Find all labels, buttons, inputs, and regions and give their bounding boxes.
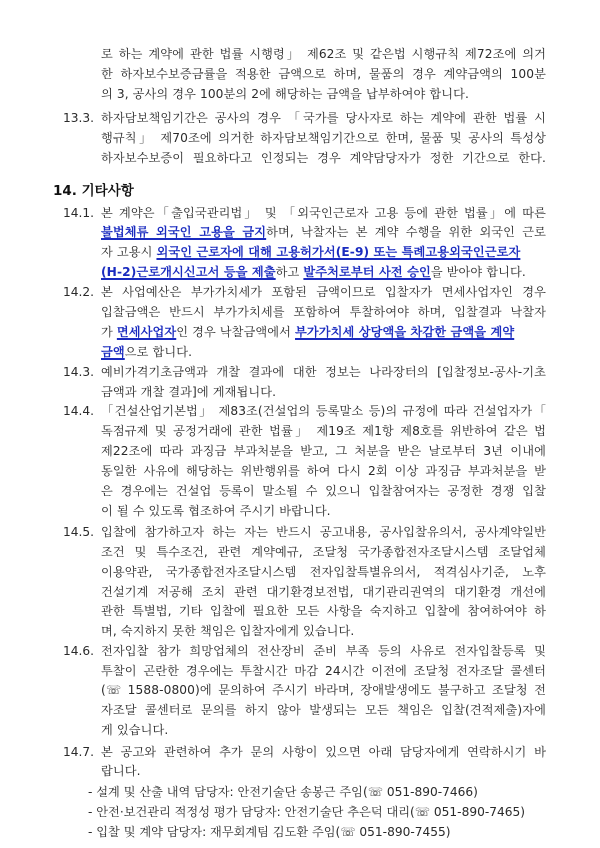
section-heading: 14. 기타사항 [53,183,134,199]
item-number: 14.4. [63,404,95,418]
highlight-text: 불법체류 외국인 고용을 금지 [101,225,267,239]
item-14-1-line: 본 계약은「출입국관리법」 및 「외국인근로자 고용 등에 관한 법률」에 따른 [101,206,546,220]
contact-item: - 입찰 및 계약 담당자: 재무회계팀 김도환 주임(☏ 051-890-7455) [88,825,451,839]
item-14-5-line: 며, 숙지하지 못한 책임은 입찰자에게 있습니다. [101,624,355,638]
item-14-1-line: 자 고용시 외국인 근로자에 대해 고용허가서(E-9) 또는 특례고용외국인근로자 [101,245,521,259]
item-number: 14.7. [63,745,95,759]
item-14-6-line: 게 있습니다. [101,723,169,737]
item-13-3-line: 하자보수보증이 필요하다고 인정되는 경우 계약담당자가 정한 기간으로 한다. [101,151,546,165]
item-number: 14.5. [63,525,95,539]
item-14-5-line: 조건 및 특수조건, 관련 계약예규, 조달청 국가종합전자조달시스템 조달업체 [101,545,546,559]
item-14-4-line: 제22조에 따라 과징금 부과처분을 받고, 그 처분을 받은 날로부터 3년 이내에 [101,444,546,458]
highlight-text: 면세사업자 [116,325,177,339]
item-13-2-line: 의 3, 공사의 경우 100분의 2에 해당하는 금액을 납부하여야 합니다. [101,87,469,101]
item-13-2-line: 로 하는 계약에 관한 법률 시행령」 제62조 및 같은법 시행규칙 제72조에 의거 [101,47,546,61]
item-14-1-line: 불법체류 외국인 고용을 금지하며, 낙찰자는 본 계약 수행을 위한 외국인 근로 [101,225,546,239]
highlight-text: 발주처로부터 사전 승인 [303,265,431,279]
item-number: 14.6. [63,644,95,658]
highlight-text: 부가가치세 상당액을 차감한 금액을 계약 [295,325,515,339]
item-14-3-line: 금액과 개찰 결과]에 게재됩니다. [101,385,277,399]
item-14-4-line: 「건설산업기본법」 제83조(건설업의 등록말소 등)의 규정에 따라 건설업자가「 [101,404,546,418]
item-14-6-line: 자조달 콜센터로 문의를 하지 않아 발생되는 모든 책임은 입찰(견적제출)자에 [101,703,546,717]
highlight-text: (H-2)근로개시신고서 등을 제출 [101,265,276,279]
contact-item: - 안전·보건관리 적정성 평가 담당자: 안전기술단 추은덕 대리(☏ 051-890-7465) [88,805,526,819]
item-14-4-line: 동일한 사유에 해당하는 위반행위를 하여 다시 2회 이상 과징금 부과처분을 받 [101,464,546,478]
item-14-2-line: 가 면세사업자인 경우 낙찰금액에서 부가가치세 상당액을 차감한 금액을 계약 [101,325,515,339]
contact-item: - 설계 및 산출 내역 담당자: 안전기술단 송봉근 주임(☏ 051-890-7466) [88,785,478,799]
item-14-4-line: 독점규제 및 공정거래에 관한 법률」 제19조 제1항 제8호를 위반하여 같은 법 [101,424,546,438]
item-number: 14.2. [63,285,95,299]
highlight-text: 외국인 근로자에 대해 고용허가서(E-9) 또는 특례고용외국인근로자 [156,245,521,259]
item-13-3-line: 행규칙」 제70조에 의거한 하자담보책임기간으로 한며, 물품 및 공사의 특성상 [101,131,546,145]
item-13-3-line: 하자담보책임기간은 공사의 경우 「국가를 당사자로 하는 계약에 관한 법률 시 [101,111,546,125]
highlight-text: 금액 [101,345,125,359]
item-14-6-line: (☏ 1588-0800)에 문의하여 주시기 바라며, 장애발생에도 불구하고 조달청 전 [101,683,546,697]
item-14-5-line: 입찰에 참가하고자 하는 자는 반드시 공고내용, 공사입찰유의서, 공사계약일반 [101,525,546,539]
item-14-2-line: 본 사업예산은 부가가치세가 포함된 금액이므로 입찰자가 면세사업자인 경우 [101,285,546,299]
item-14-4-line: 이 될 수 있도록 협조하여 주시기 바랍니다. [101,504,331,518]
item-14-1-line: (H-2)근로개시신고서 등을 제출하고 발주처로부터 사전 승인을 받아야 합니다. [101,265,526,279]
item-14-3-line: 예비가격기초금액과 개찰 결과에 대한 정보는 나라장터의 [입찰정보-공사-기초 [101,365,546,379]
item-14-6-line: 투찰이 곤란한 경우에는 투찰시간 마감 24시간 이전에 조달청 전자조달 콜센터 [101,664,546,678]
item-14-2-line: 입찰금액은 반드시 부가가치세를 포함하여 투찰하여야 하며, 입찰결과 낙찰자 [101,305,546,319]
item-number: 14.3. [63,365,95,379]
item-14-5-line: 관한 특별법, 기타 입찰에 필요한 모든 사항을 숙지하고 입찰에 참여하여야 하 [101,604,546,618]
item-14-7-line: 본 공고와 관련하여 추가 문의 사항이 있으면 아래 담당자에게 연락하시기 바 [101,745,546,759]
item-14-5-line: 건설기계 저공해 조치 관련 대기환경보전법, 대기관리권역의 대기환경 개선에 [101,585,546,599]
item-14-6-line: 전자입찰 참가 희망업체의 전산장비 준비 부족 등의 사유로 전자입찰등록 및 [101,644,546,658]
item-14-4-line: 은 경우에는 건설업 등록이 말소될 수 있으니 입찰참여자는 공정한 경쟁 입찰 [101,484,546,498]
item-13-2-line: 한 하자보수보증금률을 적용한 금액으로 하며, 물품의 경우 계약금액의 100분 [101,67,546,81]
item-14-7-line: 랍니다. [101,764,141,778]
item-14-5-line: 이용약관, 국가종합전자조달시스템 전자입찰특별유의서, 적격심사기준, 노후 [101,565,546,579]
item-14-2-line: 금액으로 합니다. [101,345,193,359]
item-number: 14.1. [63,206,95,220]
item-number: 13.3. [63,111,95,125]
